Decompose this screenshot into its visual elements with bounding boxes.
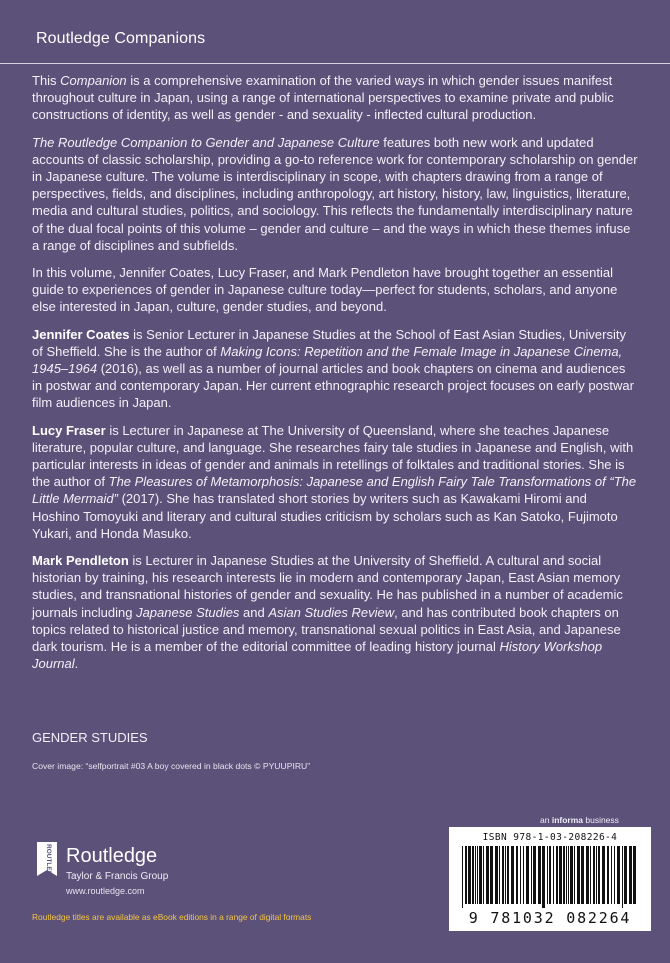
barcode-bar (586, 846, 589, 904)
barcode-bar (490, 846, 493, 904)
barcode-bar (495, 846, 498, 904)
barcode-bar (556, 846, 558, 904)
blurb-paragraph-3: In this volume, Jennifer Coates, Lucy Fraser, and Mark Pendleton have brought together an essential guide to experiences of gender in Japanese culture today—perfect for students, scholars, and anyone else interested in Japan, culture, gender studies, and beyond. (32, 265, 618, 315)
barcode-bar (611, 846, 612, 904)
series-title: Routledge Companions (36, 30, 206, 47)
barcode-bar (547, 846, 548, 904)
isbn-digits: 9 781032 082264 (468, 909, 632, 927)
barcode-bars (462, 846, 638, 908)
barcode-bar (598, 846, 600, 904)
barcode-bar (511, 846, 514, 904)
ebook-note: Routledge titles are available as eBook editions in a range of digital formats (32, 912, 312, 922)
header-divider (0, 63, 670, 64)
barcode-bar (538, 846, 541, 904)
barcode-bar (563, 846, 565, 904)
logo-mark-text: ROUTLEDGE (45, 844, 52, 885)
routledge-logo-mark (34, 840, 60, 900)
barcode-bar (475, 846, 476, 904)
barcode-bar (502, 846, 504, 904)
barcode-bar (505, 846, 506, 904)
barcode-bar (559, 846, 562, 904)
barcode-bar (614, 846, 615, 904)
subject-category: GENDER STUDIES (32, 730, 148, 745)
blurb-paragraph-2: The Routledge Companion to Gender and Japanese Culture features both new work and updated accounts of classic scholarship, providing a go-to reference work for contemporary scholarship on gender in Japanese culture. The volume is interdisciplinary in scope, with chapters drawing from a range of perspectives, fields, and disciplines, including anthropology, art history, history, law, linguistics, literature, media and cultural studies, politics, and sociology. This reflects the fundamentally interdisciplinary nature of the dual focal points of this volume – gender and culture – and the ways in which these themes infuse a range of disciplines and subfields. (32, 134, 638, 253)
barcode-bar (602, 846, 605, 904)
isbn-barcode (449, 827, 651, 931)
bio-coates: Jennifer Coates is Senior Lecturer in Japanese Studies at the School of East Asian Studies, University of Sheffield. She is the author of Making Icons: Repetition and the Female Image in Japanese Cinema, 1945–1964 (2016), as well as a number of journal articles and book chapters on cinema and audiences in postwar and contemporary Japan. Her current ethnographic research project focuses on early postwar film audiences in Japan. (32, 326, 634, 411)
barcode-bar (629, 846, 632, 904)
barcode-bar (542, 846, 545, 908)
barcode-bar (483, 846, 484, 904)
barcode-bar (468, 846, 471, 904)
barcode-bar (479, 846, 482, 904)
barcode-bar (462, 846, 463, 908)
barcode-bar (472, 846, 474, 904)
barcode-bar (549, 846, 551, 904)
barcode-bar (574, 846, 575, 904)
cover-image-credit: Cover image: “selfportrait #03 A boy covered in black dots © PYUUPIRU” (32, 761, 311, 771)
barcode-bar (624, 846, 627, 904)
publisher-url: www.routledge.com (66, 886, 145, 896)
barcode-bar (607, 846, 609, 904)
informa-tagline: an informa business (540, 815, 619, 825)
barcode-bar (581, 846, 584, 904)
bio-fraser: Lucy Fraser is Lecturer in Japanese at The University of Queensland, where she teaches Japanese literature, popular culture, and language. She researches fairy tale studies in Japanese and English, with particular interests in ideas of gender and animals in retellings of folktales and traditional stories. She is the author of The Pleasures of Metamorphosis: Japanese and English Fairy Tale Transformations of “The Little Mermaid” (2017). She has translated short stories by writers such as Kawakami Hiromi and Hoshino Tomoyuki and literary and cultural studies criticism by scholars such as Kan Satoko, Fujimoto Yukari, and Honda Masuko. (32, 422, 637, 541)
isbn-label: ISBN 978-1-03-208226-4 (482, 832, 618, 843)
barcode-bar (577, 846, 580, 904)
barcode-bar (553, 846, 554, 904)
barcode-bar (590, 846, 591, 904)
bio-pendleton: Mark Pendleton is Lecturer in Japanese Studies at the University of Sheffield. A cultural and social historian by training, his research interests lie in modern and contemporary Japan, East Asian memory studies, and transnational histories of gender and sexuality. He has published in a number of academic journals including Japanese Studies and Asian Studies Review, and has contributed book chapters on topics related to historical justice and memory, transnational sexual politics in East Asia, and Japanese dark tourism. He is a member of the editorial committee of leading history journal History Workshop Journal. (32, 553, 623, 672)
barcode-bar (622, 846, 623, 908)
barcode-bar (533, 846, 536, 904)
barcode-bar (568, 846, 569, 904)
barcode-bar (593, 846, 595, 904)
barcode-bar (465, 846, 467, 904)
barcode-bar (617, 846, 620, 904)
barcode-bar (526, 846, 529, 904)
barcode-bar (570, 846, 573, 904)
barcode-bar (477, 846, 478, 904)
barcode-bar (499, 846, 500, 904)
publisher-name: Routledge (66, 845, 158, 867)
barcode-bar (486, 846, 489, 904)
barcode-bar (531, 846, 532, 904)
back-cover-text (32, 72, 638, 683)
barcode-bar (520, 846, 521, 904)
barcode-bar (566, 846, 567, 904)
barcode-bar (516, 846, 518, 904)
blurb-paragraph-1: This Companion is a comprehensive examination of the varied ways in which gender issues manifest throughout culture in Japan, using a range of international perspectives to examine private and public constructions of identity, as well as gender - and sexuality - inflected cultural production. (32, 73, 614, 123)
publisher-group: Taylor & Francis Group (66, 871, 169, 882)
barcode-bar (507, 846, 509, 904)
barcode-bar (596, 846, 597, 904)
barcode-bar (523, 846, 524, 904)
barcode-bar (633, 846, 636, 904)
